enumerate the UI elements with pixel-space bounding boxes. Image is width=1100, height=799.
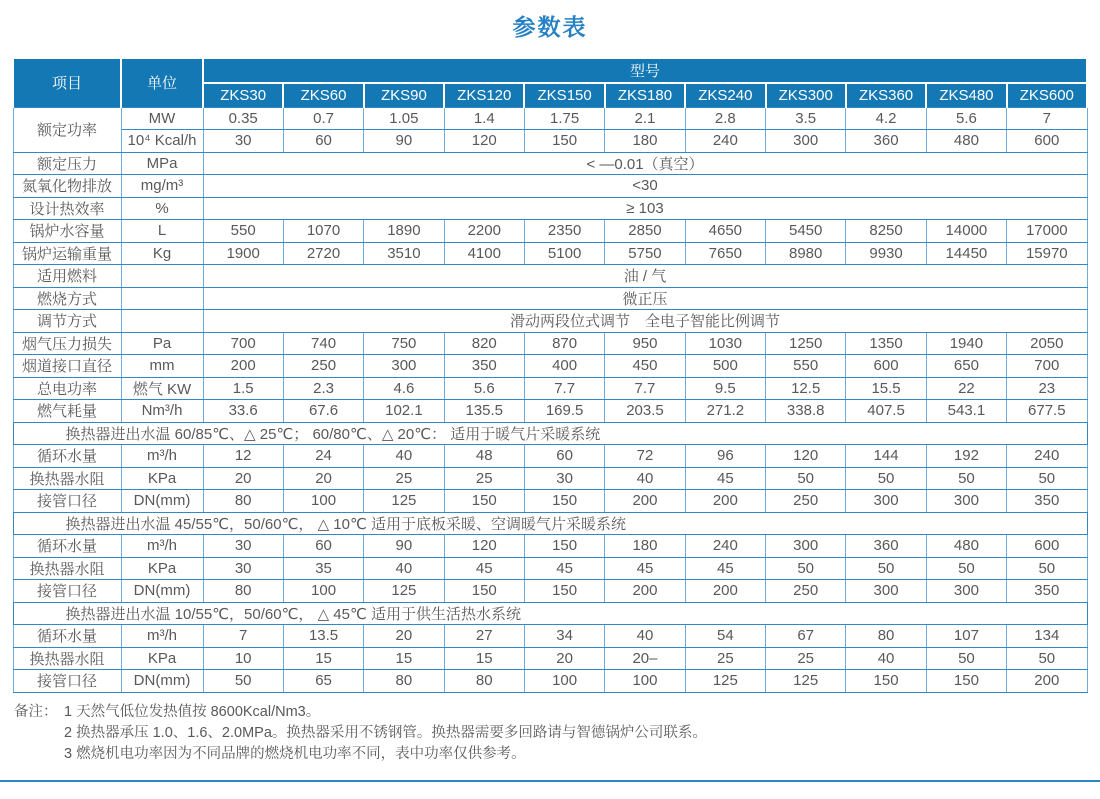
section-label: 换热器进出水温 60/85℃、△ 25℃； 60/80℃、△ 20℃： 适用于暖气片采暖系统 (13, 422, 1087, 445)
value-cell: 200 (685, 580, 765, 603)
model-header-zks180: ZKS180 (605, 83, 685, 107)
table-row (13, 220, 1087, 243)
table-row (13, 580, 1087, 603)
value-cell: 550 (766, 355, 846, 378)
value-cell: 40 (364, 445, 444, 468)
value-cell: 27 (444, 625, 524, 648)
value-cell: 5.6 (444, 377, 524, 400)
row-unit: MW (121, 107, 203, 130)
model-header-zks480: ZKS480 (926, 83, 1006, 107)
value-cell: 9930 (846, 242, 926, 265)
value-cell: 60 (524, 445, 604, 468)
value-cell: 1900 (203, 242, 283, 265)
value-cell: 1940 (926, 332, 1006, 355)
value-cell: 350 (1007, 580, 1087, 603)
merged-value: ≥ 103 (203, 197, 1087, 220)
value-cell: 2200 (444, 220, 524, 243)
value-cell: 120 (444, 130, 524, 153)
value-cell: 50 (766, 557, 846, 580)
value-cell: 543.1 (926, 400, 1006, 423)
model-header-zks150: ZKS150 (524, 83, 604, 107)
value-cell: 650 (926, 355, 1006, 378)
row-unit: DN(mm) (121, 580, 203, 603)
row-label: 换热器水阻 (13, 557, 121, 580)
value-cell: 400 (524, 355, 604, 378)
value-cell: 107 (926, 625, 1006, 648)
row-label: 氮氧化物排放 (13, 175, 121, 198)
value-cell: 40 (364, 557, 444, 580)
value-cell: 125 (685, 670, 765, 693)
notes (14, 702, 1100, 765)
value-cell: 5750 (605, 242, 685, 265)
value-cell: 360 (846, 535, 926, 558)
note-line-3 (14, 744, 1100, 765)
value-cell: 30 (203, 130, 283, 153)
value-cell: 8980 (766, 242, 846, 265)
col-header-item: 项目 (13, 58, 121, 107)
value-cell: 7650 (685, 242, 765, 265)
table-row (13, 152, 1087, 175)
value-cell: 10 (203, 647, 283, 670)
value-cell: 120 (444, 535, 524, 558)
value-cell: 820 (444, 332, 524, 355)
value-cell: 50 (1007, 647, 1087, 670)
table-row (13, 647, 1087, 670)
value-cell: 169.5 (524, 400, 604, 423)
value-cell: 25 (685, 647, 765, 670)
value-cell: 200 (1007, 670, 1087, 693)
value-cell: 300 (926, 490, 1006, 513)
merged-value: < —0.01（真空） (203, 152, 1087, 175)
merged-value: 微正压 (203, 287, 1087, 310)
value-cell: 870 (524, 332, 604, 355)
value-cell: 1250 (766, 332, 846, 355)
value-cell: 125 (766, 670, 846, 693)
value-cell: 30 (203, 557, 283, 580)
value-cell: 9.5 (685, 377, 765, 400)
value-cell: 14450 (926, 242, 1006, 265)
value-cell: 271.2 (685, 400, 765, 423)
row-label: 总电功率 (13, 377, 121, 400)
value-cell: 7 (1007, 107, 1087, 130)
value-cell: 450 (605, 355, 685, 378)
value-cell: 25 (364, 467, 444, 490)
value-cell: 740 (283, 332, 363, 355)
table-row (13, 242, 1087, 265)
row-label: 烟气压力损失 (13, 332, 121, 355)
value-cell: 80 (203, 580, 283, 603)
model-header-zks300: ZKS300 (766, 83, 846, 107)
value-cell: 80 (203, 490, 283, 513)
value-cell: 550 (203, 220, 283, 243)
value-cell: 50 (926, 467, 1006, 490)
value-cell: 135.5 (444, 400, 524, 423)
value-cell: 600 (846, 355, 926, 378)
value-cell: 60 (283, 130, 363, 153)
value-cell: 50 (846, 467, 926, 490)
value-cell: 350 (444, 355, 524, 378)
value-cell: 60 (283, 535, 363, 558)
value-cell: 240 (685, 535, 765, 558)
value-cell: 203.5 (605, 400, 685, 423)
value-cell: 200 (685, 490, 765, 513)
value-cell: 1890 (364, 220, 444, 243)
value-cell: 33.6 (203, 400, 283, 423)
value-cell: 25 (444, 467, 524, 490)
value-cell: 45 (444, 557, 524, 580)
table-header (13, 58, 1087, 107)
model-header-zks600: ZKS600 (1007, 83, 1087, 107)
row-label: 循环水量 (13, 535, 121, 558)
value-cell: 40 (846, 647, 926, 670)
value-cell: 50 (766, 467, 846, 490)
value-cell: 54 (685, 625, 765, 648)
table-row (13, 557, 1087, 580)
value-cell: 22 (926, 377, 1006, 400)
value-cell: 20– (605, 647, 685, 670)
model-header-zks60: ZKS60 (283, 83, 363, 107)
value-cell: 20 (364, 625, 444, 648)
merged-value: 滑动两段位式调节 全电子智能比例调节 (203, 310, 1087, 333)
value-cell: 15 (364, 647, 444, 670)
value-cell: 13.5 (283, 625, 363, 648)
value-cell: 15 (283, 647, 363, 670)
value-cell: 3510 (364, 242, 444, 265)
row-unit: % (121, 197, 203, 220)
value-cell: 24 (283, 445, 363, 468)
value-cell: 300 (766, 535, 846, 558)
value-cell: 700 (1007, 355, 1087, 378)
row-label: 循环水量 (13, 625, 121, 648)
value-cell: 40 (605, 625, 685, 648)
table-row (13, 287, 1087, 310)
value-cell: 25 (766, 647, 846, 670)
value-cell: 360 (846, 130, 926, 153)
value-cell: 23 (1007, 377, 1087, 400)
row-label: 锅炉运输重量 (13, 242, 121, 265)
value-cell: 7 (203, 625, 283, 648)
value-cell: 15970 (1007, 242, 1087, 265)
value-cell: 50 (926, 557, 1006, 580)
header-row-top (13, 58, 1087, 83)
row-unit: m³/h (121, 625, 203, 648)
value-cell: 17000 (1007, 220, 1087, 243)
value-cell: 677.5 (1007, 400, 1087, 423)
value-cell: 15 (444, 647, 524, 670)
value-cell: 250 (766, 490, 846, 513)
value-cell: 125 (364, 490, 444, 513)
table-row (13, 625, 1087, 648)
page-title: 参数表 (512, 14, 588, 40)
row-unit: MPa (121, 152, 203, 175)
value-cell: 120 (766, 445, 846, 468)
value-cell: 150 (524, 490, 604, 513)
row-label: 换热器水阻 (13, 647, 121, 670)
section-row (13, 602, 1087, 625)
value-cell: 50 (926, 647, 1006, 670)
model-header-zks90: ZKS90 (364, 83, 444, 107)
model-header-zks30: ZKS30 (203, 83, 283, 107)
value-cell: 4100 (444, 242, 524, 265)
section-label: 换热器进出水温 45/55℃，50/60℃， △ 10℃ 适用于底板采暖、空调暖气片采暖系统 (13, 512, 1087, 535)
value-cell: 750 (364, 332, 444, 355)
value-cell: 180 (605, 130, 685, 153)
value-cell: 0.35 (203, 107, 283, 130)
note-line-1 (14, 702, 1100, 723)
value-cell: 20 (524, 647, 604, 670)
table-row (13, 310, 1087, 333)
value-cell: 300 (364, 355, 444, 378)
value-cell: 180 (605, 535, 685, 558)
row-label: 循环水量 (13, 445, 121, 468)
table-row (13, 467, 1087, 490)
value-cell: 65 (283, 670, 363, 693)
value-cell: 34 (524, 625, 604, 648)
value-cell: 8250 (846, 220, 926, 243)
table-body (13, 107, 1087, 692)
value-cell: 90 (364, 130, 444, 153)
value-cell: 150 (524, 580, 604, 603)
value-cell: 12.5 (766, 377, 846, 400)
value-cell: 5100 (524, 242, 604, 265)
page (0, 9, 1100, 765)
row-label: 额定压力 (13, 152, 121, 175)
value-cell: 500 (685, 355, 765, 378)
value-cell: 102.1 (364, 400, 444, 423)
value-cell: 20 (203, 467, 283, 490)
row-unit: mm (121, 355, 203, 378)
section-row (13, 422, 1087, 445)
value-cell: 150 (444, 580, 524, 603)
note-text-1: 1 天然气低位发热值按 8600Kcal/Nm3。 (64, 703, 321, 720)
row-label: 接管口径 (13, 670, 121, 693)
value-cell: 600 (1007, 130, 1087, 153)
value-cell: 50 (846, 557, 926, 580)
row-unit (121, 265, 203, 288)
value-cell: 4.2 (846, 107, 926, 130)
row-label: 调节方式 (13, 310, 121, 333)
section-row (13, 512, 1087, 535)
value-cell: 5.6 (926, 107, 1006, 130)
value-cell: 300 (766, 130, 846, 153)
value-cell: 1030 (685, 332, 765, 355)
value-cell: 20 (283, 467, 363, 490)
table-row (13, 490, 1087, 513)
value-cell: 1.05 (364, 107, 444, 130)
value-cell: 600 (1007, 535, 1087, 558)
value-cell: 50 (203, 670, 283, 693)
row-label: 燃烧方式 (13, 287, 121, 310)
table-row (13, 107, 1087, 130)
value-cell: 2720 (283, 242, 363, 265)
model-header-zks120: ZKS120 (444, 83, 524, 107)
row-unit: KPa (121, 467, 203, 490)
table-row (13, 445, 1087, 468)
value-cell: 700 (203, 332, 283, 355)
value-cell: 300 (846, 490, 926, 513)
model-header-zks240: ZKS240 (685, 83, 765, 107)
value-cell: 30 (524, 467, 604, 490)
notes-label: 备注： (14, 703, 58, 720)
value-cell: 1.75 (524, 107, 604, 130)
value-cell: 3.5 (766, 107, 846, 130)
row-unit: Kg (121, 242, 203, 265)
parameters-table (12, 57, 1088, 693)
row-unit (121, 287, 203, 310)
value-cell: 96 (685, 445, 765, 468)
value-cell: 50 (1007, 467, 1087, 490)
value-cell: 1070 (283, 220, 363, 243)
value-cell: 80 (364, 670, 444, 693)
value-cell: 480 (926, 130, 1006, 153)
value-cell: 150 (846, 670, 926, 693)
value-cell: 100 (605, 670, 685, 693)
row-label: 换热器水阻 (13, 467, 121, 490)
value-cell: 67.6 (283, 400, 363, 423)
value-cell: 200 (605, 490, 685, 513)
note-text-3: 3 燃烧机电功率因为不同品牌的燃烧机电功率不同，表中功率仅供参考。 (64, 745, 526, 762)
notes-label-spacer-3 (14, 744, 64, 765)
value-cell: 2.3 (283, 377, 363, 400)
value-cell: 2850 (605, 220, 685, 243)
table-row (13, 332, 1087, 355)
value-cell: 192 (926, 445, 1006, 468)
value-cell: 250 (283, 355, 363, 378)
value-cell: 45 (685, 467, 765, 490)
value-cell: 100 (524, 670, 604, 693)
merged-value: <30 (203, 175, 1087, 198)
row-unit: 燃气 KW (121, 377, 203, 400)
table-row (13, 670, 1087, 693)
section-label: 换热器进出水温 10/55℃，50/60℃， △ 45℃ 适用于供生活热水系统 (13, 602, 1087, 625)
value-cell: 200 (203, 355, 283, 378)
value-cell: 300 (846, 580, 926, 603)
value-cell: 100 (283, 580, 363, 603)
model-header-zks360: ZKS360 (846, 83, 926, 107)
value-cell: 125 (364, 580, 444, 603)
table-row (13, 355, 1087, 378)
value-cell: 48 (444, 445, 524, 468)
value-cell: 338.8 (766, 400, 846, 423)
value-cell: 350 (1007, 490, 1087, 513)
value-cell: 12 (203, 445, 283, 468)
value-cell: 0.7 (283, 107, 363, 130)
value-cell: 2.1 (605, 107, 685, 130)
value-cell: 90 (364, 535, 444, 558)
value-cell: 4.6 (364, 377, 444, 400)
value-cell: 2050 (1007, 332, 1087, 355)
table-row (13, 197, 1087, 220)
notes-label-spacer-2 (14, 723, 64, 744)
value-cell: 150 (444, 490, 524, 513)
row-unit: DN(mm) (121, 490, 203, 513)
note-text-2: 2 换热器承压 1.0、1.6、2.0MPa。换热器采用不锈钢管。换热器需要多回路请与智德锅炉公司联系。 (64, 724, 707, 741)
value-cell: 2.8 (685, 107, 765, 130)
value-cell: 35 (283, 557, 363, 580)
row-label: 适用燃料 (13, 265, 121, 288)
table-row (13, 535, 1087, 558)
row-unit: m³/h (121, 445, 203, 468)
table-row (13, 265, 1087, 288)
value-cell: 50 (1007, 557, 1087, 580)
value-cell: 950 (605, 332, 685, 355)
value-cell: 15.5 (846, 377, 926, 400)
value-cell: 144 (846, 445, 926, 468)
value-cell: 80 (846, 625, 926, 648)
table-row (13, 400, 1087, 423)
row-unit: m³/h (121, 535, 203, 558)
row-label: 设计热效率 (13, 197, 121, 220)
value-cell: 100 (283, 490, 363, 513)
value-cell: 1350 (846, 332, 926, 355)
value-cell: 67 (766, 625, 846, 648)
note-line-2 (14, 723, 1100, 744)
value-cell: 240 (1007, 445, 1087, 468)
value-cell: 1.5 (203, 377, 283, 400)
bottom-divider (0, 780, 1100, 782)
value-cell: 480 (926, 535, 1006, 558)
value-cell: 134 (1007, 625, 1087, 648)
value-cell: 7.7 (605, 377, 685, 400)
row-label: 燃气耗量 (13, 400, 121, 423)
table-row (13, 130, 1087, 153)
value-cell: 407.5 (846, 400, 926, 423)
row-unit (121, 310, 203, 333)
value-cell: 2350 (524, 220, 604, 243)
row-label: 额定功率 (13, 107, 121, 152)
row-unit: L (121, 220, 203, 243)
row-label: 接管口径 (13, 490, 121, 513)
value-cell: 45 (605, 557, 685, 580)
value-cell: 45 (524, 557, 604, 580)
row-unit: KPa (121, 647, 203, 670)
col-header-model: 型号 (203, 58, 1087, 83)
table-row (13, 377, 1087, 400)
value-cell: 150 (524, 535, 604, 558)
value-cell: 1.4 (444, 107, 524, 130)
value-cell: 5450 (766, 220, 846, 243)
table-row (13, 175, 1087, 198)
value-cell: 72 (605, 445, 685, 468)
value-cell: 250 (766, 580, 846, 603)
value-cell: 150 (524, 130, 604, 153)
value-cell: 4650 (685, 220, 765, 243)
value-cell: 30 (203, 535, 283, 558)
row-unit: 10⁴ Kcal/h (121, 130, 203, 153)
value-cell: 45 (685, 557, 765, 580)
value-cell: 80 (444, 670, 524, 693)
merged-value: 油 / 气 (203, 265, 1087, 288)
value-cell: 14000 (926, 220, 1006, 243)
value-cell: 300 (926, 580, 1006, 603)
value-cell: 7.7 (524, 377, 604, 400)
col-header-unit: 单位 (121, 58, 203, 107)
row-unit: KPa (121, 557, 203, 580)
value-cell: 240 (685, 130, 765, 153)
row-label: 锅炉水容量 (13, 220, 121, 243)
row-label: 烟道接口直径 (13, 355, 121, 378)
row-label: 接管口径 (13, 580, 121, 603)
value-cell: 150 (926, 670, 1006, 693)
row-unit: DN(mm) (121, 670, 203, 693)
row-unit: Pa (121, 332, 203, 355)
value-cell: 40 (605, 467, 685, 490)
value-cell: 200 (605, 580, 685, 603)
row-unit: Nm³/h (121, 400, 203, 423)
row-unit: mg/m³ (121, 175, 203, 198)
